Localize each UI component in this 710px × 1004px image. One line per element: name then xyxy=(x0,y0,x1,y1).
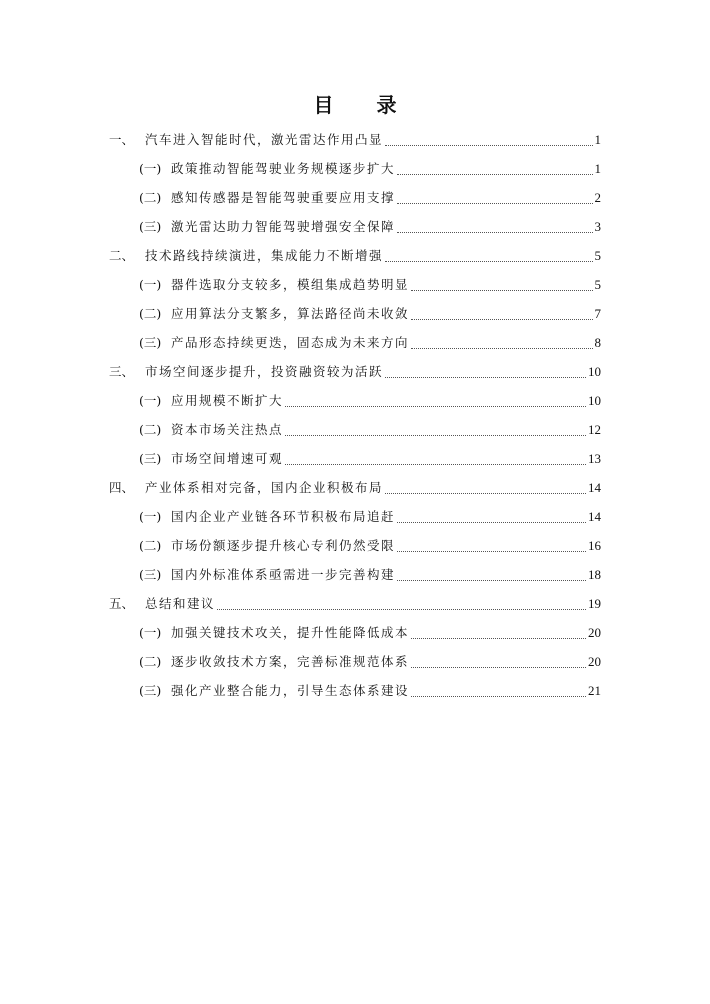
toc-dot-leader xyxy=(411,348,592,349)
toc-dot-leader xyxy=(411,696,586,697)
toc-entry-section-4-1[interactable] xyxy=(139,506,601,528)
toc-entry-chapter-5[interactable] xyxy=(109,593,601,615)
toc-entry-number: (二) xyxy=(139,190,162,205)
toc-dot-leader xyxy=(285,435,586,436)
toc-entry-number: (二) xyxy=(139,306,162,321)
toc-dot-leader xyxy=(397,203,592,204)
toc-entry-page: 14 xyxy=(588,509,601,524)
toc-entry-number: (二) xyxy=(139,538,162,553)
toc-entry-number: (三) xyxy=(139,335,162,350)
toc-entry-section-3-2[interactable] xyxy=(139,419,601,441)
toc-entry-title: 产品形态持续更迭，固态成为未来方向 xyxy=(171,335,410,350)
toc-entry-page: 7 xyxy=(594,306,601,321)
toc-entry-page: 21 xyxy=(588,683,601,698)
toc-entry-number: 四、 xyxy=(109,480,135,495)
toc-entry-number: (二) xyxy=(139,654,162,669)
toc-entry-chapter-1[interactable] xyxy=(109,129,601,151)
toc-entry-title: 国内外标准体系亟需进一步完善构建 xyxy=(171,567,396,582)
toc-dot-leader xyxy=(397,232,592,233)
toc-entry-chapter-2[interactable] xyxy=(109,245,601,267)
toc-entry-title: 总结和建议 xyxy=(145,596,216,611)
toc-entry-page: 10 xyxy=(588,393,601,408)
toc-entry-section-1-1[interactable] xyxy=(139,158,601,180)
toc-entry-title: 应用算法分支繁多，算法路径尚未收敛 xyxy=(171,306,410,321)
toc-entry-page: 5 xyxy=(594,277,601,292)
toc-entry-number: (二) xyxy=(139,422,162,437)
toc-entry-title: 市场空间逐步提升，投资融资较为活跃 xyxy=(145,364,384,379)
toc-dot-leader xyxy=(385,493,586,494)
toc-entry-page: 10 xyxy=(588,364,601,379)
toc-entry-section-2-2[interactable] xyxy=(139,303,601,325)
toc-entry-title: 加强关键技术攻关，提升性能降低成本 xyxy=(171,625,410,640)
toc-entry-page: 3 xyxy=(594,219,601,234)
toc-dot-leader xyxy=(397,522,586,523)
toc-dot-leader xyxy=(285,406,586,407)
toc-entry-page: 5 xyxy=(594,248,601,263)
toc-dot-leader xyxy=(411,667,586,668)
toc-entry-number: 一、 xyxy=(109,132,135,147)
toc-entry-page: 14 xyxy=(588,480,601,495)
toc-entry-section-5-3[interactable] xyxy=(139,680,601,702)
toc-dot-leader xyxy=(285,464,586,465)
toc-entry-page: 1 xyxy=(594,132,601,147)
toc-dot-leader xyxy=(397,174,592,175)
toc-dot-leader xyxy=(411,319,592,320)
toc-entry-number: (三) xyxy=(139,567,162,582)
toc-entry-title: 应用规模不断扩大 xyxy=(171,393,284,408)
toc-entry-page: 2 xyxy=(594,190,601,205)
toc-entry-number: (三) xyxy=(139,451,162,466)
toc-entry-title: 市场份额逐步提升核心专利仍然受限 xyxy=(171,538,396,553)
toc-entry-title: 感知传感器是智能驾驶重要应用支撑 xyxy=(171,190,396,205)
toc-dot-leader xyxy=(385,261,592,262)
toc-dot-leader xyxy=(411,290,592,291)
toc-entry-number: 五、 xyxy=(109,596,135,611)
toc-entry-section-1-2[interactable] xyxy=(139,187,601,209)
toc-entry-title: 市场空间增速可观 xyxy=(171,451,284,466)
toc-entry-title: 政策推动智能驾驶业务规模逐步扩大 xyxy=(171,161,396,176)
toc-entry-chapter-3[interactable] xyxy=(109,361,601,383)
toc-entry-number: 二、 xyxy=(109,248,135,263)
page-title: 目 录 xyxy=(313,93,415,117)
toc-entry-number: (一) xyxy=(139,161,162,176)
toc-entry-section-2-3[interactable] xyxy=(139,332,601,354)
toc-entry-section-4-3[interactable] xyxy=(139,564,601,586)
toc-entry-section-5-1[interactable] xyxy=(139,622,601,644)
toc-entry-number: (一) xyxy=(139,393,162,408)
toc-entry-number: (三) xyxy=(139,219,162,234)
toc-dot-leader xyxy=(397,551,586,552)
toc-entry-title: 器件选取分支较多，模组集成趋势明显 xyxy=(171,277,410,292)
toc-entry-section-2-1[interactable] xyxy=(139,274,601,296)
toc-entry-title: 资本市场关注热点 xyxy=(171,422,284,437)
toc-entry-section-3-1[interactable] xyxy=(139,390,601,412)
toc-entry-title: 产业体系相对完备，国内企业积极布局 xyxy=(145,480,384,495)
toc-entry-chapter-4[interactable] xyxy=(109,477,601,499)
toc-dot-leader xyxy=(411,638,586,639)
toc-entry-section-4-2[interactable] xyxy=(139,535,601,557)
toc-entry-page: 1 xyxy=(594,161,601,176)
toc-entry-section-3-3[interactable] xyxy=(139,448,601,470)
toc-entry-title: 激光雷达助力智能驾驶增强安全保障 xyxy=(171,219,396,234)
toc-entry-page: 20 xyxy=(588,625,601,640)
toc-entry-page: 16 xyxy=(588,538,601,553)
toc-entry-section-5-2[interactable] xyxy=(139,651,601,673)
toc-entry-number: (三) xyxy=(139,683,162,698)
toc-entry-number: (一) xyxy=(139,625,162,640)
toc-entry-number: (一) xyxy=(139,277,162,292)
toc-entry-title: 技术路线持续演进，集成能力不断增强 xyxy=(145,248,384,263)
toc-dot-leader xyxy=(385,377,586,378)
toc-entry-number: (一) xyxy=(139,509,162,524)
toc-entry-page: 12 xyxy=(588,422,601,437)
toc-entry-page: 19 xyxy=(588,596,601,611)
toc-entry-title: 强化产业整合能力，引导生态体系建设 xyxy=(171,683,410,698)
toc-entry-page: 20 xyxy=(588,654,601,669)
toc-entry-title: 逐步收敛技术方案，完善标准规范体系 xyxy=(171,654,410,669)
toc-entry-title: 汽车进入智能时代，激光雷达作用凸显 xyxy=(145,132,384,147)
toc-dot-leader xyxy=(385,145,592,146)
toc-entry-number: 三、 xyxy=(109,364,135,379)
toc-entry-title: 国内企业产业链各环节积极布局追赶 xyxy=(171,509,396,524)
toc-dot-leader xyxy=(397,580,586,581)
toc-entry-page: 13 xyxy=(588,451,601,466)
toc-entry-page: 8 xyxy=(594,335,601,350)
toc-entry-page: 18 xyxy=(588,567,601,582)
toc-entry-section-1-3[interactable] xyxy=(139,216,601,238)
toc-dot-leader xyxy=(217,609,586,610)
